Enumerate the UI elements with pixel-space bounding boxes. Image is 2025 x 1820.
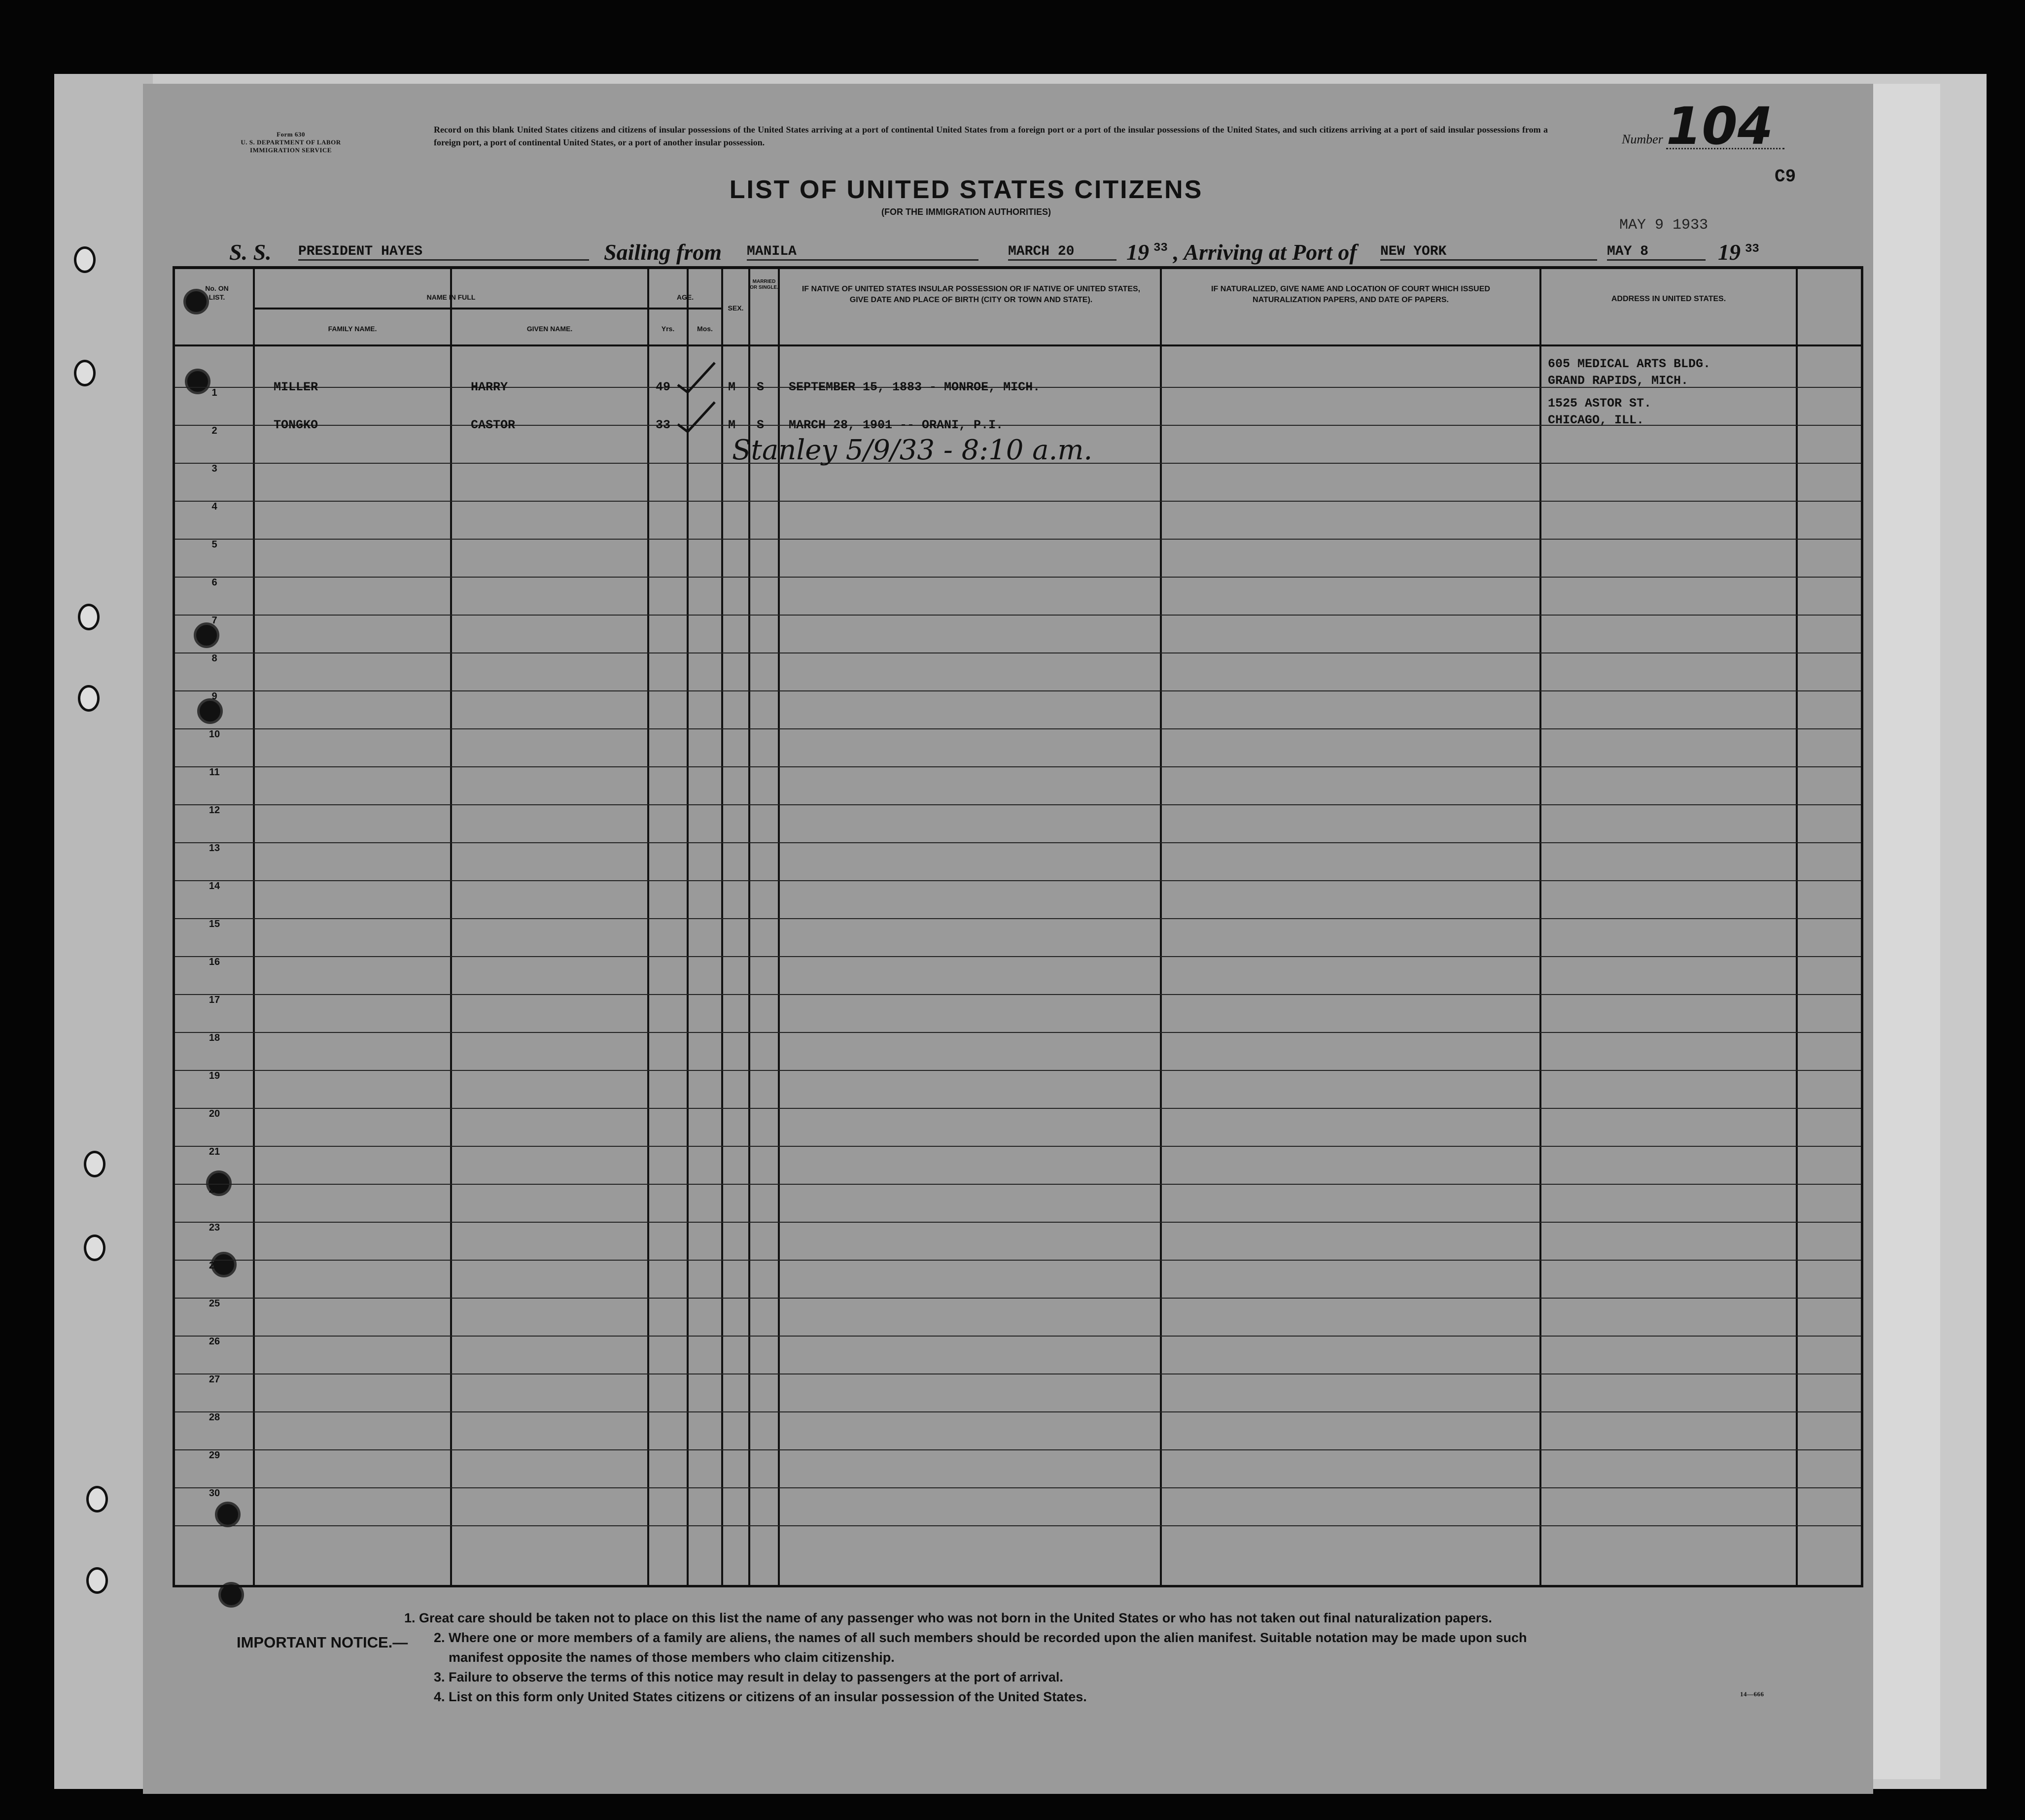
ss-label: S. S.	[229, 240, 272, 265]
notice-item-2: 2. Where one or more members of a family are aliens, the names of all such members should be recorded upon the alien manifest. Suitable notation may be made upon such	[434, 1630, 1527, 1645]
handwritten-annotation: Stanley 5/9/33 - 8:10 a.m.	[732, 434, 1093, 466]
row1-status: S	[757, 380, 765, 394]
row1-sex: M	[728, 380, 736, 394]
corner-code: C9	[1775, 167, 1796, 187]
row2-sex: M	[728, 418, 736, 432]
row-number: 13	[209, 843, 220, 854]
row-number: 21	[209, 1146, 220, 1157]
notice-item-1: 1. Great care should be taken not to place on this list the name of any passenger who was not born in the United States or who has not taken out final naturalization papers.	[404, 1611, 1492, 1625]
ship-name: PRESIDENT HAYES	[298, 244, 589, 261]
number-label: Number	[1622, 132, 1663, 146]
sailing-year: 33	[1153, 241, 1168, 255]
agency-block	[197, 131, 384, 154]
binder-hole	[74, 246, 96, 273]
row-number: 20	[209, 1108, 220, 1119]
row-number: 27	[209, 1374, 220, 1385]
binder-hole	[86, 1486, 108, 1512]
header-age: AGE.	[676, 293, 694, 301]
row1-family-name: MILLER	[274, 380, 318, 394]
header-family-name: FAMILY NAME.	[328, 325, 377, 333]
row2-birth: MARCH 28, 1901 -- ORANI, P.I.	[789, 418, 1004, 432]
header-birth: IF NATIVE OF UNITED STATES INSULAR POSSESSION OR IF NATIVE OF UNITED STATES, GIVE DATE AND PLACE OF BIRTH (CITY OR TOWN AND STATE).	[802, 285, 1141, 304]
row-number: 16	[209, 957, 220, 967]
header-naturalized: IF NATURALIZED, GIVE NAME AND LOCATION OF COURT WHICH ISSUED NATURALIZATION PAPERS, AND DATE OF PAPERS.	[1211, 285, 1490, 304]
row1-address-line1: 605 MEDICAL ARTS BLDG.	[1548, 357, 1711, 371]
list-number: 104	[1666, 96, 1774, 156]
sailing-label: Sailing from	[604, 240, 722, 265]
row-number: 28	[209, 1412, 220, 1423]
row-number: 7	[211, 615, 217, 626]
print-code: 14—666	[1740, 1690, 1764, 1698]
header-yrs: Yrs.	[661, 325, 675, 333]
row-number: 10	[209, 729, 220, 740]
binder-hole	[84, 1235, 105, 1261]
row-number: 11	[209, 767, 220, 778]
service-line: IMMIGRATION SERVICE	[250, 146, 332, 154]
page-subtitle: (FOR THE IMMIGRATION AUTHORITIES)	[881, 207, 1051, 217]
arriving-label: , Arriving at Port of	[1173, 240, 1357, 265]
row-number: 25	[209, 1298, 220, 1309]
page-edge	[1863, 84, 1940, 1779]
notice-heading: IMPORTANT NOTICE.—	[237, 1634, 408, 1651]
row2-given-name: CASTOR	[471, 418, 516, 432]
row-number: 18	[209, 1032, 220, 1043]
row-number: 9	[211, 691, 217, 702]
notice-item-4: 4. List on this form only United States citizens or citizens of an insular possession of the United States.	[434, 1689, 1087, 1704]
header-address: ADDRESS IN UNITED STATES.	[1611, 295, 1726, 303]
header-married-single: MARRIED OR SINGLE.	[750, 279, 778, 290]
arrival-date: MAY 8	[1607, 244, 1706, 261]
department-line: U. S. DEPARTMENT OF LABOR	[241, 138, 341, 146]
row-number: 12	[209, 805, 220, 816]
row-number: 26	[209, 1336, 220, 1347]
row-number: 30	[209, 1488, 220, 1499]
sailing-port: MANILA	[747, 244, 978, 261]
notice-item-3: 3. Failure to observe the terms of this notice may result in delay to passengers at the port of arrival.	[434, 1670, 1063, 1684]
row1-age-years: 49	[656, 380, 671, 394]
check-marks	[673, 358, 732, 446]
row-number: 24	[209, 1260, 220, 1271]
row-number: 19	[209, 1070, 220, 1081]
notice-item-2-cont: manifest opposite the names of those members who claim citizenship.	[449, 1650, 895, 1665]
binder-strip	[54, 74, 153, 1789]
row2-age-years: 33	[656, 418, 671, 432]
passenger-table	[173, 266, 1863, 1587]
binder-hole	[78, 604, 100, 630]
binder-hole	[86, 1567, 108, 1594]
row-number: 2	[211, 425, 217, 436]
header-given-name: GIVEN NAME.	[526, 325, 573, 333]
row-number: 29	[209, 1450, 220, 1461]
row-number: 8	[211, 653, 217, 664]
row-number: 14	[209, 881, 220, 892]
header-sex: SEX.	[728, 304, 744, 312]
row1-address-line2: GRAND RAPIDS, MICH.	[1548, 374, 1689, 388]
row2-address-line1: 1525 ASTOR ST.	[1548, 396, 1652, 411]
header-name-in-full: NAME IN FULL	[426, 293, 476, 301]
row-number: 17	[209, 995, 220, 1005]
row-number: 5	[211, 539, 217, 550]
row1-given-name: HARRY	[471, 380, 508, 394]
binder-hole	[74, 360, 96, 386]
header-no: No. ON LIST.	[205, 284, 229, 301]
row2-address-line2: CHICAGO, ILL.	[1548, 413, 1644, 427]
arriving-port: NEW YORK	[1380, 244, 1597, 261]
number-underline	[1666, 148, 1784, 149]
sailing-year-prefix: 19	[1126, 240, 1149, 265]
row-number: 15	[209, 919, 220, 929]
header-mos: Mos.	[697, 325, 713, 333]
row1-birth: SEPTEMBER 15, 1883 - MONROE, MICH.	[789, 380, 1041, 394]
row-number: 1	[211, 387, 217, 398]
form-number-line: Form 630	[277, 131, 305, 138]
page-title: LIST OF UNITED STATES CITIZENS	[729, 175, 1203, 204]
row-number: 22	[209, 1184, 220, 1195]
binder-hole	[78, 685, 100, 712]
row2-status: S	[757, 418, 765, 432]
received-stamp: MAY 9 1933	[1619, 217, 1709, 234]
row-number: 4	[211, 501, 217, 512]
sailing-date: MARCH 20	[1008, 244, 1117, 261]
row-number: 6	[211, 577, 217, 588]
row-number: 23	[209, 1222, 220, 1233]
binder-hole	[84, 1151, 105, 1177]
row2-family-name: TONGKO	[274, 418, 318, 432]
row-number: 3	[211, 463, 217, 474]
table-rules	[175, 269, 1861, 1585]
preamble-text: Record on this blank United States citizens and citizens of insular possessions of the United States arriving at a port of continental United States from a foreign port or a port of the insular possessions of the United States, and such citizens arriving at a port of said insular possessions from a foreign port, a port of continental United States, or a port of another insular possession.	[434, 125, 1548, 147]
arrival-year: 33	[1745, 242, 1759, 256]
arrival-year-prefix: 19	[1718, 240, 1741, 265]
